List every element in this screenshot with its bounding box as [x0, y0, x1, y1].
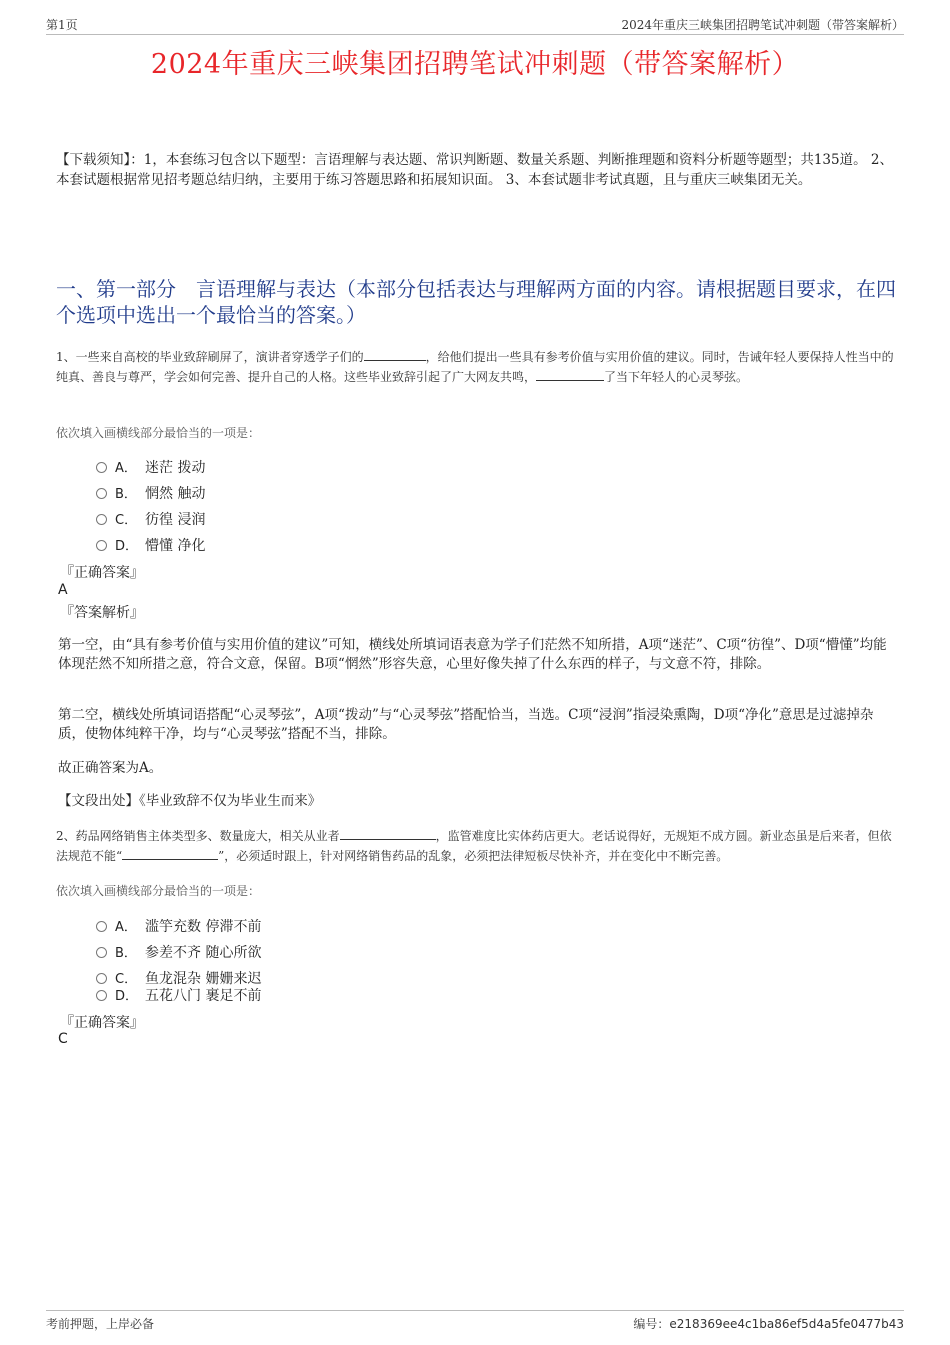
q2-prompt: 依次填入画横线部分最恰当的一项是： [56, 884, 261, 898]
radio-icon[interactable] [96, 921, 107, 932]
q1-analysis-para-1: 第一空，由“具有参考价值与实用价值的建议”可知，横线处所填词语表意为学子们茫然不知所措，A项“迷茫”、C项“彷徨”、D项“懵懂”均能体现茫然不知所措之意，符合文意，保留。B项“惘然”形容失意，心里好像失掉了什么东西的样子，与文意不符，排除。 [58, 637, 887, 672]
radio-icon[interactable] [96, 973, 107, 984]
footer-slogan: 考前押题，上岸必备 [46, 1317, 155, 1331]
q2-blank-2 [122, 847, 218, 860]
q1-text-part-2: ，给他们提出一些具有参考价值与实用价值的建议。同时，告诫年轻人要保持人性当中的纯真、善良与尊严，学会如何完善、提升自己的人格。这些毕业致辞引起了广大网友共鸣， [56, 350, 894, 384]
q2-answer: C [58, 1031, 68, 1047]
q2-option-d[interactable]: D． 五花八门 裹足不前 [96, 985, 261, 1003]
q2-text-part-1: 2、药品网络销售主体类型多、数量庞大，相关从业者 [56, 829, 340, 843]
page-footer [46, 1310, 904, 1333]
download-notice: 【下载须知】：1，本套练习包含以下题型：言语理解与表达题、常识判断题、数量关系题、判断推理题和资料分析题等题型；共135道。 2、本套试题根据常见招考题总结归纳，主要用于练习答题思路和拓展知识面。 3、本套试题非考试真题，且与重庆三峡集团无关。 [56, 152, 893, 188]
q1-option-d[interactable]: D． 懵懂 净化 [96, 535, 205, 553]
footer-code [633, 1315, 904, 1332]
q1-answer-tag: 『正确答案』 [60, 565, 144, 581]
q1-source: 【文段出处】《毕业致辞不仅为毕业生而来》 [58, 793, 322, 809]
footer-code-value: e218369ee4c1ba86ef5d4a5fe0477b43 [669, 1317, 904, 1331]
q2-text-part-2: ，监管难度比实体药店更大。老话说得好，无规矩不成方圆。新业态虽是后来者，但依法规范不能“ [56, 829, 892, 863]
q1-analysis-para-3: 故正确答案为A。 [58, 760, 163, 776]
page-number: 第1页 [46, 18, 78, 32]
radio-icon[interactable] [96, 488, 107, 499]
radio-icon[interactable] [96, 990, 107, 1001]
radio-icon[interactable] [96, 514, 107, 525]
radio-icon[interactable] [96, 540, 107, 551]
q1-analysis-para-2: 第二空，横线处所填词语搭配“心灵琴弦”，A项“拨动”与“心灵琴弦”搭配恰当，当选。C项“浸润”指浸染熏陶，D项“净化”意思是过滤掉杂质，使物体纯粹干净，均与“心灵琴弦”搭配不当，排除。 [58, 707, 874, 742]
section-heading: 一、第一部分 言语理解与表达（本部分包括表达与理解两方面的内容。请根据题目要求，在四个选项中选出一个最恰当的答案。） [56, 277, 896, 327]
header-doc-title: 2024年重庆三峡集团招聘笔试冲刺题（带答案解析） [621, 18, 904, 32]
q1-blank-2 [536, 368, 604, 381]
q2-blank-1 [340, 827, 436, 840]
q1-option-b[interactable]: B． 惘然 触动 [96, 483, 205, 501]
page-title: 2024年重庆三峡集团招聘笔试冲刺题（带答案解析） [150, 49, 800, 80]
q1-text-part-3: 了当下年轻人的心灵琴弦。 [604, 370, 749, 384]
q1-text-part-1: 1、一些来自高校的毕业致辞刷屏了，演讲者穿透学子们的 [56, 350, 364, 364]
q1-blank-1 [364, 348, 426, 361]
footer-code-label: 编号： [633, 1317, 670, 1331]
q2-text-part-3: ”，必须适时跟上，针对网络销售药品的乱象，必须把法律短板尽快补齐，并在变化中不断完善。 [218, 849, 729, 863]
q1-answer: A [58, 582, 68, 598]
question-1-stem [56, 347, 896, 387]
q1-option-c[interactable]: C． 彷徨 浸润 [96, 509, 205, 527]
radio-icon[interactable] [96, 947, 107, 958]
q1-option-a[interactable]: A． 迷茫 拨动 [96, 457, 205, 475]
page-header [46, 14, 904, 35]
q2-option-c[interactable]: C． 鱼龙混杂 姗姗来迟 [96, 968, 261, 986]
q2-option-a[interactable]: A． 滥竽充数 停滞不前 [96, 916, 261, 934]
radio-icon[interactable] [96, 462, 107, 473]
question-2-stem [56, 826, 896, 866]
q2-answer-tag: 『正确答案』 [60, 1015, 144, 1031]
q1-prompt: 依次填入画横线部分最恰当的一项是： [56, 426, 261, 440]
q2-option-b[interactable]: B． 参差不齐 随心所欲 [96, 942, 261, 960]
q1-analysis-tag: 『答案解析』 [60, 605, 144, 621]
